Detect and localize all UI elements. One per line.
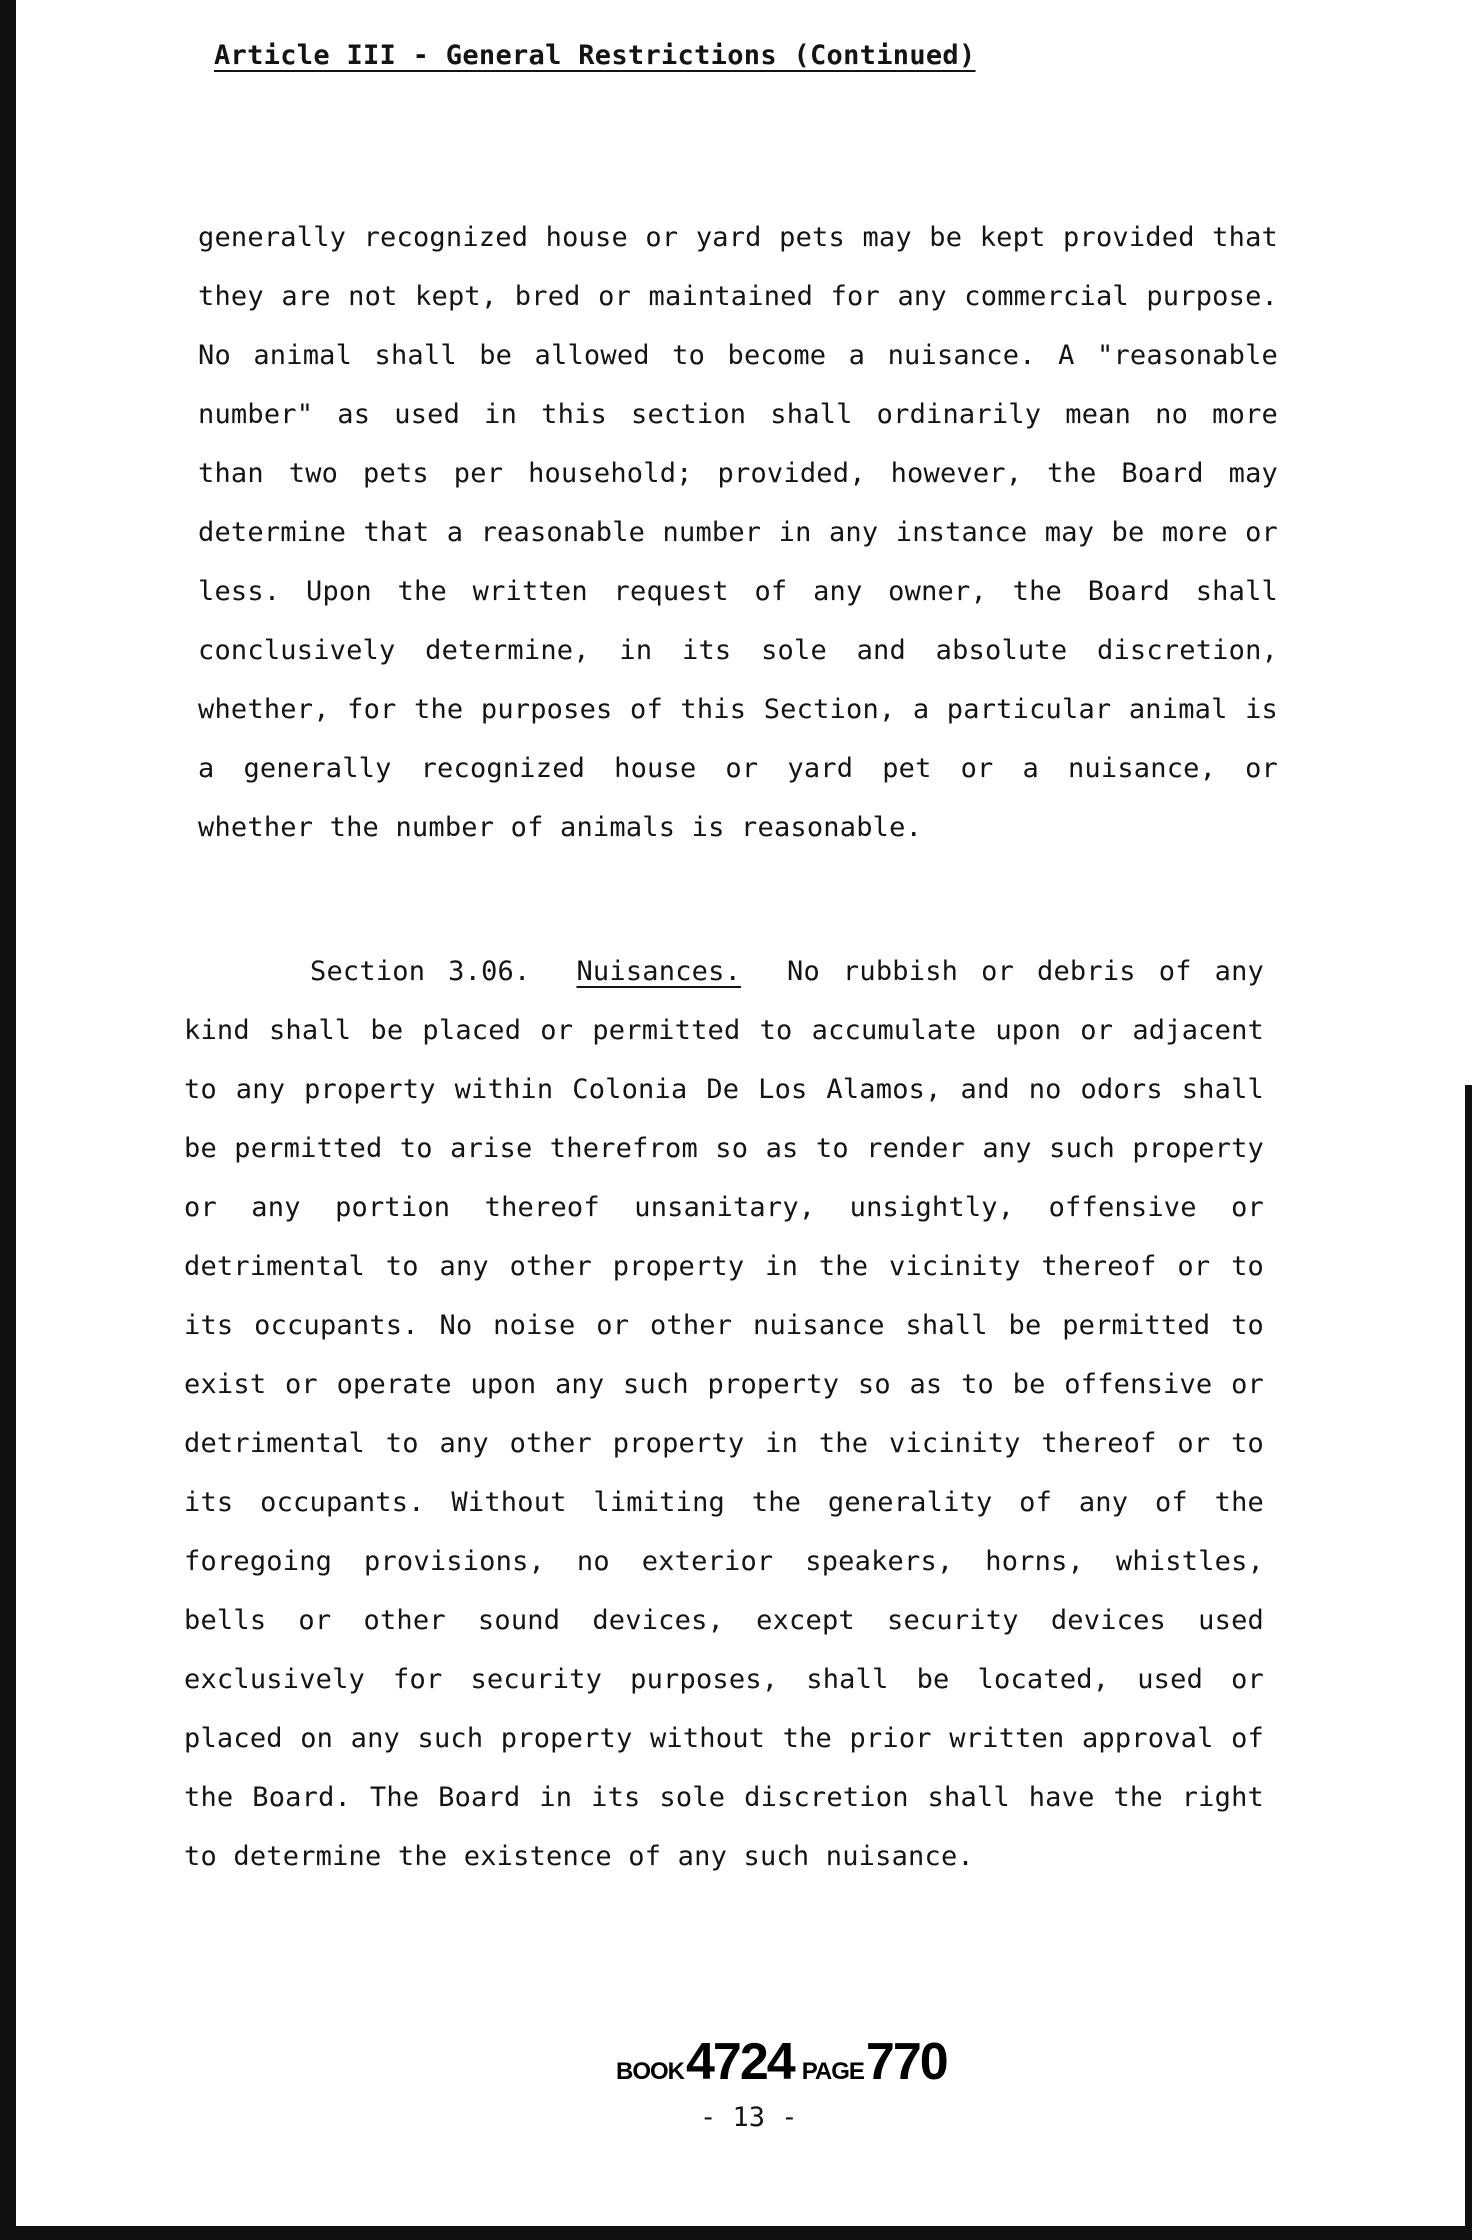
page-label: PAGE <box>801 2058 864 2085</box>
section-heading: Nuisances. <box>576 956 742 987</box>
section-text: No rubbish or debris of any kind shall be placed or permitted to accumulate upon or adjacent to any property within Colonia De Los Alamos, and no odors shall be permitted to arise therefrom so as to render any such property or any portion thereof unsanitary, unsightly, offensive or detrimental to any other property in the vicinity thereof or to its occupants. No noise or other nuisance shall be permitted to exist or operate upon any such property so as to be offensive or detrimental to any other property in the vicinity thereof or to its occupants. Without limiting the generality of any of the foregoing provisions, no exterior speakers, horns, whistles, bells or other sound devices, except security devices used exclusively for security purposes, shall be located, used or placed on any such property without the prior written approval of the Board. The Board in its sole discretion shall have the right to determine the existence of any such nuisance. <box>184 956 1265 1872</box>
page-ref: 770 <box>865 2033 947 2091</box>
scan-border-right <box>1465 1085 1472 2240</box>
article-header: Article III - General Restrictions (Continued) <box>214 40 976 71</box>
book-label: BOOK <box>616 2058 684 2085</box>
scan-border-bottom <box>0 2226 1472 2240</box>
section-nuisances <box>184 942 1264 1886</box>
book-page-reference <box>616 2032 955 2092</box>
book-number: 4724 <box>686 2033 794 2091</box>
scan-border-left <box>0 0 16 2240</box>
paragraph-pets: generally recognized house or yard pets may be kept provided that they are not kept, bred or maintained for any commercial purpose. No animal shall be allowed to become a nuisance. A "reasonable number" as used in this section shall ordinarily mean no more than two pets per household; provided, however, the Board may determine that a reasonable number in any instance may be more or less. Upon the written request of any owner, the Board shall conclusively determine, in its sole and absolute discretion, whether, for the purposes of this Section, a particular animal is a generally recognized house or yard pet or a nuisance, or whether the number of animals is reasonable. <box>198 222 1278 843</box>
section-number: Section 3.06. <box>310 956 531 987</box>
page-number: - 13 - <box>700 2102 798 2133</box>
